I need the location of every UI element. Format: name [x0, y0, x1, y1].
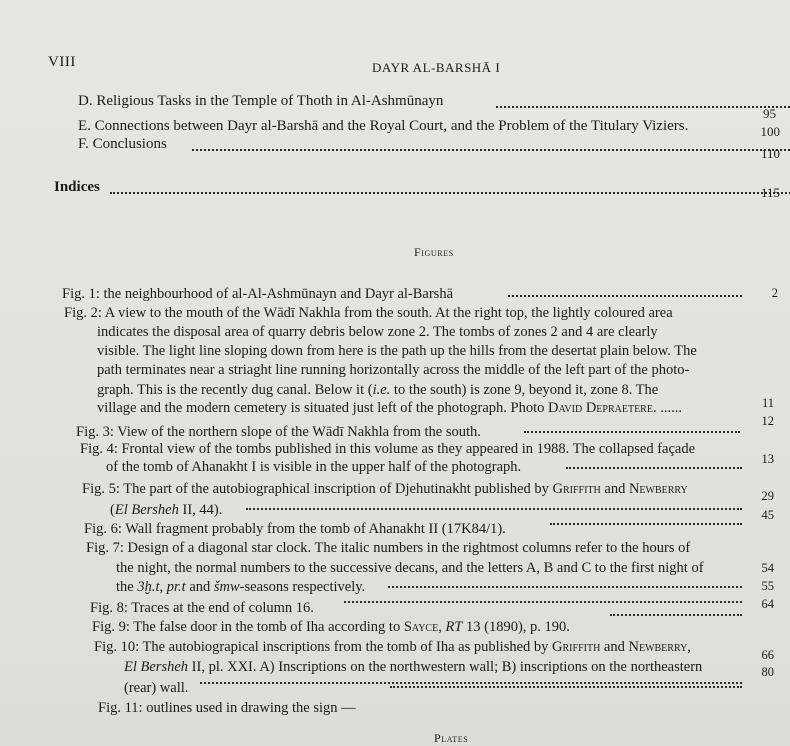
toc-page: 110 — [760, 146, 780, 161]
figure-page: 45 — [761, 508, 774, 522]
figure-entry: Fig. 4: Frontal view of the tombs published in this volume as they appeared in 1988. The collapsed façade — [80, 441, 696, 457]
toc-label: Indices — [54, 179, 100, 195]
figure-page: 12 — [761, 414, 774, 428]
dot-leader — [110, 192, 790, 194]
dot-leader — [390, 686, 742, 688]
toc-entry — [78, 118, 778, 138]
figure-page: 54 — [761, 561, 774, 575]
figure-entry-line: (El Bersheh II, 44). — [110, 502, 223, 518]
figure-page: 64 — [761, 597, 774, 611]
figure-entry-line: path terminates near a striaght line running horizontally across the middle of the left part of the photo- — [97, 362, 690, 378]
toc-entry — [54, 179, 782, 199]
figure-entry: Fig. 8: Traces at the end of column 16. — [90, 600, 314, 616]
toc-page: 100 — [760, 124, 780, 139]
figure-page: 2 — [771, 286, 778, 300]
figure-entry-line: indicates the disposal area of quarry debris below zone 2. The tombs of zones 2 and 4 are clearly — [97, 324, 658, 340]
toc-label: D. Religious Tasks in the Temple of Thoth in Al-Ashmūnayn — [78, 93, 444, 109]
dot-leader — [524, 431, 740, 433]
figure-entry: Fig. 2: A view to the mouth of the Wādī Nakhla from the south. At the right top, the lightly coloured area — [64, 305, 673, 321]
figure-entry: Fig. 3: View of the northern slope of the Wādī Nakhla from the south. — [76, 424, 481, 440]
figure-page: 11 — [761, 396, 774, 410]
figure-entry-line: El Bersheh II, pl. XXI. A) Inscriptions on the northwestern wall; B) inscriptions on the northeastern — [124, 659, 703, 675]
figure-entry: Fig. 10: The autobiograpical inscriptions from the tomb of Iha as published by Griffith and Newberry, — [94, 639, 691, 655]
toc-page: 115 — [760, 185, 780, 200]
running-title: DAYR AL-BARSHĀ I — [372, 60, 501, 75]
plates-heading: Plates — [434, 731, 469, 745]
dot-leader — [508, 295, 742, 297]
toc-label: F. Conclusions — [78, 136, 167, 152]
dot-leader — [246, 508, 742, 510]
dot-leader — [344, 601, 742, 603]
toc-entry — [78, 93, 778, 121]
figure-page: 13 — [761, 452, 774, 466]
figure-page: 66 — [761, 648, 774, 662]
figure-entry-line: of the tomb of Ahanakht I is visible in the upper half of the photograph. — [106, 459, 522, 475]
figure-entry-line: graph. This is the recently dug canal. Below it (i.e. to the south) is zone 9, beyond it, zone 8. The — [97, 382, 659, 398]
figure-entry-line: village and the modern cemetery is situated just left of the photograph. Photo David Depraetere. ...... — [97, 400, 682, 416]
page-number: VIII — [48, 54, 76, 70]
toc-entry — [78, 136, 780, 161]
figures-heading: Figures — [414, 245, 454, 259]
dot-leader — [566, 467, 742, 469]
dot-leader — [192, 149, 790, 151]
figure-entry: Fig. 7: Design of a diagonal star clock. The italic numbers in the rightmost columns refer to the hours of — [86, 540, 691, 556]
dot-leader — [388, 586, 742, 588]
dot-leader — [610, 614, 742, 616]
figure-entry-line: (rear) wall. — [124, 680, 189, 696]
figure-entry-line: visible. The light line sloping down from here is the path up the hills from the desertat plain below. The — [97, 343, 697, 359]
figure-entry: Fig. 1: the neighbourhood of al-Al-Ashmūnayn and Dayr al-Barshā — [62, 286, 454, 302]
figure-entry: Fig. 6: Wall fragment probably from the tomb of Ahanakht II (17K84/1). — [84, 521, 506, 537]
toc-page: 95 — [763, 106, 776, 121]
dot-leader — [550, 523, 742, 525]
figure-page: 80 — [761, 665, 774, 679]
figure-entry: Fig. 9: The false door in the tomb of Iha according to Sayce, RT 13 (1890), p. 190. — [92, 619, 570, 635]
figure-entry-line: the 3ḫ.t, pr.t and šmw-seasons respectively. — [116, 579, 366, 595]
figure-entry: Fig. 11: outlines used in drawing the sign — — [98, 700, 356, 716]
figure-entry: Fig. 5: The part of the autobiographical inscription of Djehutinakht published by Griffith and Newberry — [82, 481, 688, 497]
toc-label: E. Connections between Dayr al-Barshā and the Royal Court, and the Problem of the Titulary Viziers. — [78, 118, 689, 134]
figure-entry-line: the night, the normal numbers to the successive decans, and the letters A, B and C to the first night of — [116, 560, 704, 576]
figure-page: 55 — [761, 579, 774, 593]
dot-leader — [200, 682, 742, 684]
figure-page: 29 — [761, 489, 774, 503]
